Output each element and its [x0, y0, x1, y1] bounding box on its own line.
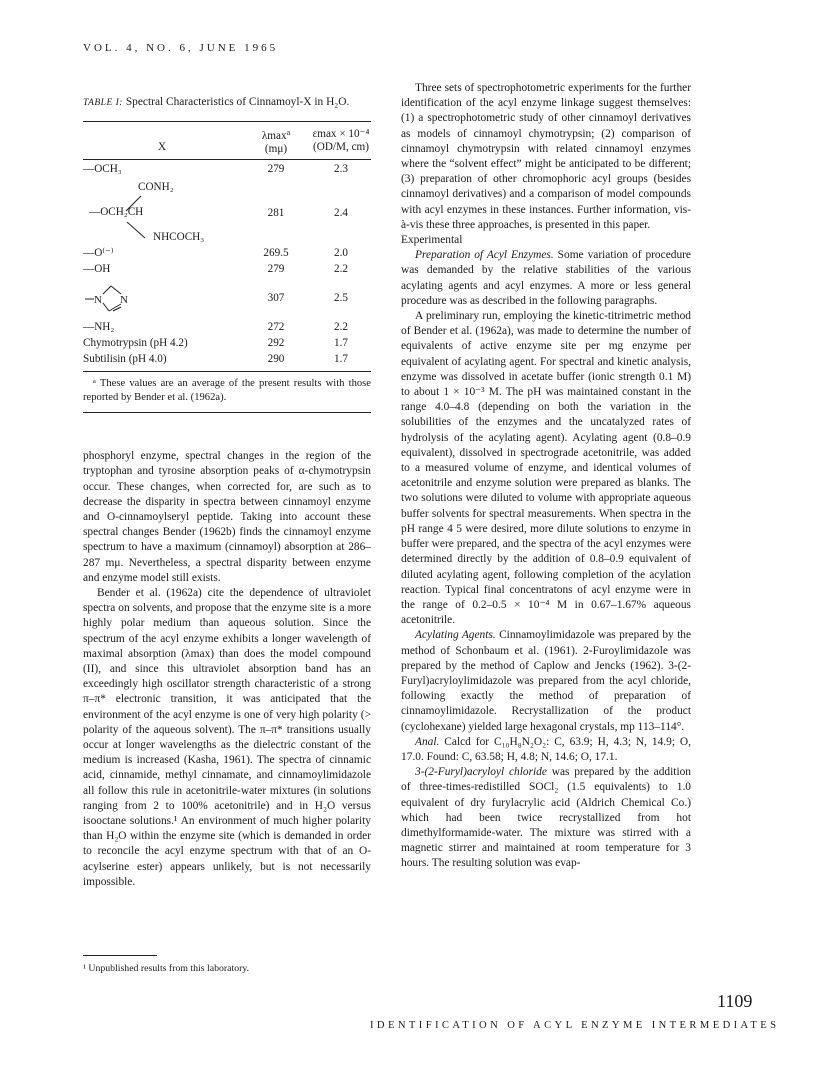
- imidazole-ring-icon: [83, 282, 143, 316]
- header-lambda-line2: (mμ): [264, 143, 288, 155]
- table-label: TABLE I:: [83, 98, 123, 108]
- spacer: [83, 413, 371, 449]
- row-lambda: 272: [267, 321, 285, 334]
- row-x: Subtilisin (pH 4.0): [83, 353, 167, 366]
- row-eps: 2.4: [334, 207, 348, 219]
- row-lambda: 281: [267, 207, 285, 219]
- left-paragraph: phosphoryl enzyme, spectral changes in the region of the tryptophan and tyrosine absorption peaks of α-chymotrypsin occur. These changes, when corrected for, are such as to decrease the disparity in spectra between cinnamoyl enzyme and O-cinnamoylseryl peptide. Taking into account these spectral changes Bender (1962b) finds the cinnamoyl enzyme spectrum to have a maximum (cinnamoyl) absorption at 286–287 mμ. Nevertheless, a spectral disparity between enzyme and enzyme model still exists.: [83, 450, 371, 584]
- footnote-1: ¹ Unpublished results from this laboratory.: [83, 963, 250, 974]
- right-column: [401, 81, 691, 872]
- spectral-table-body: [83, 162, 371, 368]
- svg-text:N: N: [120, 294, 128, 306]
- row-lambda: 292: [267, 337, 285, 350]
- row-x: —NH₂: [83, 321, 115, 334]
- exp-p4-title: Anal.: [415, 735, 440, 748]
- table-caption: [83, 95, 371, 111]
- branch-top-label: CONH₂: [138, 181, 174, 193]
- footnote-rule: [83, 955, 157, 956]
- row-x: Chymotrypsin (pH 4.2): [83, 337, 188, 350]
- row-eps: 1.7: [334, 353, 348, 366]
- table-row: [83, 246, 371, 262]
- exp-p5-title: 3-(2-Furyl)acryloyl chloride: [415, 766, 547, 779]
- table-row: [83, 352, 371, 368]
- spectral-table: [83, 126, 371, 156]
- row-lambda: 269.5: [263, 247, 289, 260]
- table-header-rule: [83, 159, 371, 160]
- exp-paragraph: [401, 628, 691, 734]
- left-column: [83, 95, 371, 890]
- header-eps: [311, 126, 371, 156]
- table-row: [83, 336, 371, 352]
- table-caption-text: Spectral Characteristics of Cinnamoyl-X in H₂O.: [125, 96, 350, 108]
- header-lambda: [241, 126, 311, 156]
- row-eps: 2.3: [334, 163, 348, 176]
- header-eps-line1: εmax × 10⁻⁴: [312, 128, 370, 140]
- row-x: —OCH₃: [83, 163, 122, 176]
- row-eps: 2.2: [334, 321, 348, 334]
- header-lambda-footnote-mark: a: [286, 128, 291, 137]
- exp-paragraph: [401, 248, 691, 309]
- row-x: —OCH₂CH: [89, 206, 144, 218]
- exp-paragraph: A preliminary run, employing the kinetic-titrimetric method of Bender et al. (1962a), was made to determine the number of equivalents of active enzyme site per mg enzyme per equivalent of acylating agent. For spectral and kinetic analysis, enzyme was dissolved in acetate buffer (ionic strength 0.1 M) to about 1 × 10⁻³ M. The pH was maintained constant in the range 4.0–4.8 (depending on both the variation in the solubilities of the enzymes and the uncatalyzed rates of hydrolysis of the acylating agent). Acylating agent (0.8–0.9 equivalent), dissolved in spectrograde acetonitrile, was added to a measured volume of enzyme, and identical volumes of acetonitrile and enzyme solution were prepared as blanks. The two solutions were diluted to volume with appropriate aqueous buffer solvents for spectral measurements. When spectra in the pH range 4 5 were desired, more dilute solutions to enzyme in buffer were prepared, and the spectra of the acyl enzymes were determined directly by the addition of 0.8–0.9 equivalent of diluted acylating agent, following completion of the acylation reaction. Typical final concentratons of acyl enzyme were in the range of 0.2–0.5 × 10⁻⁴ M in 0.67–1.67% aqueous acetonitrile.: [401, 310, 691, 627]
- row-lambda: 279: [267, 163, 285, 176]
- row-eps: 2.5: [334, 292, 348, 305]
- exp-paragraph: [401, 735, 691, 765]
- row-eps: 1.7: [334, 337, 348, 350]
- table-top-rule: [83, 121, 371, 122]
- right-paragraph: Three sets of spectrophotometric experiments for the further identification of the acyl enzyme linkage suggest themselves: (1) a spectrophotometric study of other cinnamoyl derivatives as models of cinnamoyl chymotrypsin; (2) comparison of cinnamoyl chymotrypsin with related cinnamoyl enzymes where the “solvent effect” might be anticipated to be different; (3) preparation of other chromophoric acyl groups (besides cinnamoyl derivatives) and a comparison of model compounds with acyl enzymes in these instances. Further information, vis-à-vis these three approaches, is presented in this paper.: [401, 82, 691, 231]
- row-x: —OH: [83, 263, 111, 276]
- exp-p3-text: Cinnamoylimidazole was prepared by the method of Schonbaum et al. (1961). 2-Furoylimidazole was prepared by the method of Caplow and Jencks (1962). 3-(2-Furyl)acryloylimidazole was prepared from the acyl chloride, following exactly the method of preparation of cinnamoylimidazole. Recrystallization of the product (cyclohexane) yielded large hexagonal crystals, mp 113–114°.: [401, 629, 692, 733]
- exp-paragraph: [401, 765, 691, 871]
- branch-bottom-label: NHCOCH₃: [153, 231, 205, 243]
- table-row: [83, 178, 371, 246]
- svg-text:N: N: [94, 294, 102, 306]
- table-row: [83, 162, 371, 178]
- table-row: [83, 320, 371, 336]
- header-lambda-line1: λmax: [261, 130, 287, 142]
- footer-title: IDENTIFICATION OF ACYL ENZYME INTERMEDIATES: [370, 1020, 780, 1031]
- row-x: —O⁽⁻⁾: [83, 247, 114, 260]
- table-header-row: [83, 126, 371, 156]
- header-x: X: [157, 141, 167, 154]
- exp-p1-title: Preparation of Acyl Enzymes.: [415, 249, 554, 262]
- table-bottom-rule: [83, 371, 371, 372]
- row-x-structure: [83, 178, 241, 246]
- row-lambda: 290: [267, 353, 285, 366]
- exp-p3-title: Acylating Agents.: [415, 629, 496, 642]
- exp-p1-text: Some variation of procedure was demanded by the relative stabilities of the various acylating agents and acyl enzymes. A more or less general procedure was as described in the following paragraphs.: [401, 249, 691, 307]
- running-head: VOL. 4, NO. 6, JUNE 1965: [83, 42, 279, 54]
- page-number: 1109: [717, 991, 753, 1011]
- row-lambda: 307: [267, 292, 285, 305]
- table-row: [83, 262, 371, 278]
- exp-p5-text: was prepared by the addition of three-times-redistilled SOCl₂ (1.5 equivalents) to 1.0 equivalent of dry furylacrylic acid (Aldrich Chemical Co.) which had been twice recrystallized from hot dimethylformamide-water. The mixture was stirred with a magnetic stirrer and maintained at room temperature for 3 hours. The resulting solution was evap-: [401, 766, 692, 870]
- imidazole-structure: [83, 278, 241, 320]
- header-eps-line2: (OD/M, cm): [313, 141, 369, 153]
- row-lambda: 279: [267, 263, 285, 276]
- table-footnote: ᵃ These values are an average of the present results with those reported by Bender et al. (1962a).: [83, 378, 371, 403]
- exp-p4-text: Calcd for C₁₀H₈N₂O₂: C, 63.9; H, 4.3; N, 14.9; O, 17.0. Found: C, 63.58; H, 4.8; N, 14.6; O, 17.1.: [401, 735, 691, 763]
- section-heading: Experimental: [401, 234, 463, 247]
- left-paragraph: Bender et al. (1962a) cite the dependence of ultraviolet spectra on solvents, and propose that the enzyme site is a more highly polar medium than aqueous solution. Since the spectrum of the acyl enzyme exhibits a longer wavelength of maximal absorption (λmax) than does the model compound (II), and since this ultraviolet absorption band has an exceedingly high oscillator strength characteristic of a strong π–π* electronic transition, it was anticipated that the environment of the acyl enzyme is one of very high polarity (> polarity of the aqueous solvent). The π–π* transitions usually occur at longer wavelengths as the dielectric constant of the medium is increased (Kasha, 1961). The spectra of cinnamic acid, cinnamide, methyl cinnamate, and cinnamoylimidazole all follow this rule in acetonitrile-water mixtures (in solutions ranging from 2 to 100% acetonitrile) and in H₂O versus isooctane solutions.¹ An environment of much higher polarity than H₂O within the enzyme site (which is demanded in order to reconcile the acyl enzyme spectrum with that of an O-acylserine ester) appears unlikely, but is not necessarily impossible.: [83, 587, 371, 888]
- row-eps: 2.2: [334, 263, 348, 276]
- row-eps: 2.0: [334, 247, 348, 260]
- table-row: [83, 278, 371, 320]
